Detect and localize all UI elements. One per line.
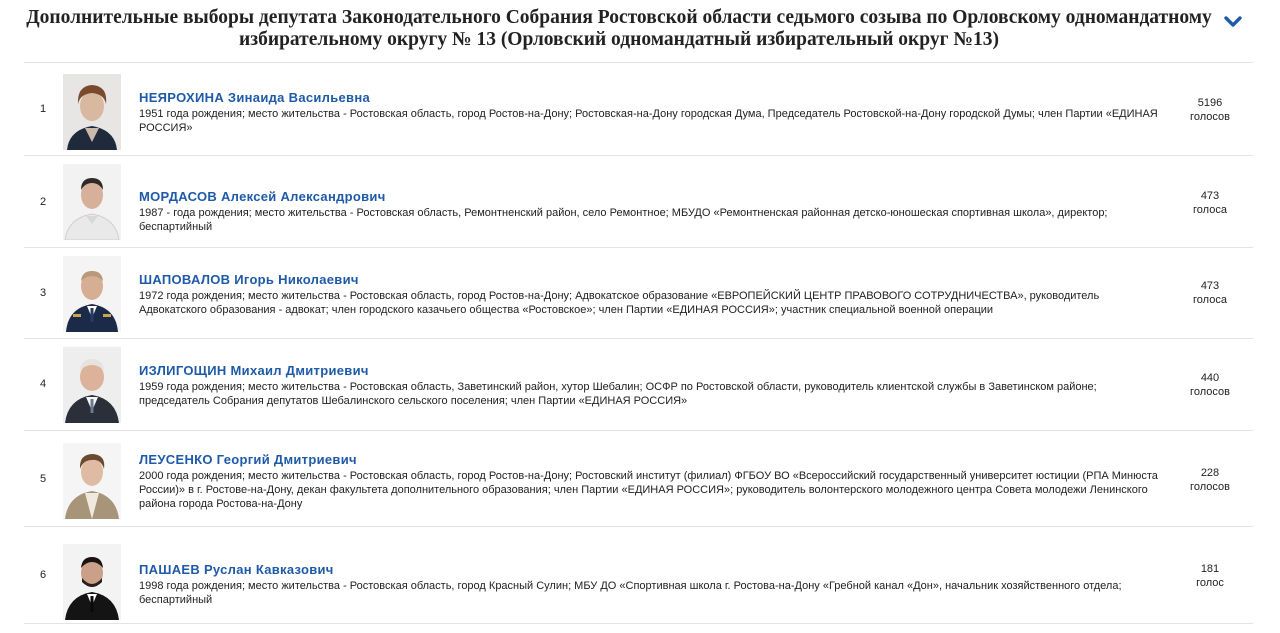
votes-count: 473	[1200, 190, 1220, 202]
candidate-info	[139, 561, 1164, 607]
candidate-number: 5	[39, 473, 47, 485]
candidate-row	[24, 430, 1253, 526]
election-header	[0, 0, 1280, 62]
candidate-bio: 1972 года рождения; место жительства - Ростовская область, город Ростов-на-Дону; Адвокатское образование «ЕВРОПЕЙСКИЙ ЦЕНТР ПРАВОВОГО СОТРУДНИЧЕСТВА», руководитель Адвокатского образования - адвокат; член городского казачьего общества «Ростовское»; член Партии «ЕДИНАЯ РОССИЯ»; участник специальной военной операции	[139, 290, 1100, 316]
candidate-name-link[interactable]: МОРДАСОВ Алексей Александрович	[139, 189, 386, 204]
candidate-number: 6	[39, 569, 47, 581]
votes-count: 5196	[1197, 97, 1223, 109]
candidate-info	[139, 362, 1164, 408]
candidate-number: 1	[39, 103, 47, 115]
election-title: Дополнительные выборы депутата Законодательного Собрания Ростовской области седьмого созыва по Орловскому одномандатному избирательному округу № 13 (Орловский одномандатный избирательный округ №13)	[26, 7, 1212, 50]
candidate-photo	[63, 443, 121, 519]
candidate-photo	[63, 164, 121, 240]
candidate-votes	[1174, 96, 1246, 124]
candidate-bio: 2000 года рождения; место жительства - Ростовская область, город Ростов-на-Дону; Ростовский институт (филиал) ФГБОУ ВО «Всероссийский государственный университет юстиции (РПА Минюста России)» в г. Ростове-на-Дону, декан факультета дополнительного образования; член Партии «ЕДИНАЯ РОССИЯ»; руководитель волонтерского молодежного центра Совета молодежи Ленинского района города Ростова-на-Дону	[139, 470, 1158, 510]
candidate-number: 2	[39, 196, 47, 208]
candidate-info	[139, 188, 1164, 234]
candidate-info	[139, 271, 1164, 317]
votes-count: 228	[1200, 467, 1220, 479]
candidate-bio: 1987 - года рождения; место жительства - Ростовская область, Ремонтненский район, село Ремонтное; МБУДО «Ремонтненская районная детско-юношеская спортивная школа», директор; беспартийный	[139, 207, 1108, 233]
votes-label: голосов	[1190, 386, 1230, 398]
votes-label: голоса	[1193, 294, 1227, 306]
candidate-info	[139, 451, 1164, 511]
candidate-name-link[interactable]: ПАШАЕВ Руслан Кавказович	[139, 562, 334, 577]
votes-count: 181	[1200, 563, 1220, 575]
votes-label: голосов	[1190, 111, 1230, 123]
chevron-down-icon	[1222, 10, 1244, 32]
candidate-name-link[interactable]: ЛЕУСЕНКО Георгий Дмитриевич	[139, 452, 357, 467]
candidate-row	[24, 526, 1253, 624]
candidate-info	[139, 89, 1164, 135]
candidate-photo	[63, 347, 121, 423]
candidate-number: 3	[39, 287, 47, 299]
candidate-row	[24, 62, 1253, 155]
candidate-row	[24, 338, 1253, 430]
candidate-photo	[63, 74, 121, 150]
candidate-bio: 1959 года рождения; место жительства - Ростовская область, Заветинский район, хутор Шебалин; ОСФР по Ростовской области, руководитель клиентской службы в Заветинском районе; председатель Собрания депутатов Шебалинского сельского поселения; член Партии «ЕДИНАЯ РОССИЯ»	[139, 381, 1097, 407]
candidate-number: 4	[39, 378, 47, 390]
votes-count: 440	[1200, 372, 1220, 384]
candidate-bio: 1951 года рождения; место жительства - Ростовская область, город Ростов-на-Дону; Ростовская-на-Дону городская Дума, Председатель Ростовской-на-Дону городской Думы; член Партии «ЕДИНАЯ РОССИЯ»	[139, 108, 1158, 134]
candidate-votes	[1174, 562, 1246, 590]
candidate-name-link[interactable]: ИЗЛИГОЩИН Михаил Дмитриевич	[139, 363, 369, 378]
votes-label: голос	[1196, 577, 1224, 589]
candidate-row	[24, 155, 1253, 247]
votes-count: 473	[1200, 280, 1220, 292]
votes-label: голоса	[1193, 204, 1227, 216]
candidate-votes	[1174, 466, 1246, 494]
candidate-photo	[63, 544, 121, 620]
candidate-list	[24, 62, 1253, 624]
candidate-votes	[1174, 371, 1246, 399]
candidate-bio: 1998 года рождения; место жительства - Ростовская область, город Красный Сулин; МБУ ДО «Спортивная школа г. Ростова-на-Дону «Гребной канал «Дон», начальник хозяйственного отдела; беспартийный	[139, 580, 1122, 606]
votes-label: голосов	[1190, 481, 1230, 493]
candidate-name-link[interactable]: ШАПОВАЛОВ Игорь Николаевич	[139, 272, 359, 287]
candidate-row	[24, 247, 1253, 338]
collapse-toggle-button[interactable]	[1222, 10, 1244, 32]
candidate-votes	[1174, 279, 1246, 307]
candidate-name-link[interactable]: НЕЯРОХИНА Зинаида Васильевна	[139, 90, 371, 105]
candidate-photo	[63, 256, 121, 332]
candidate-votes	[1174, 189, 1246, 217]
